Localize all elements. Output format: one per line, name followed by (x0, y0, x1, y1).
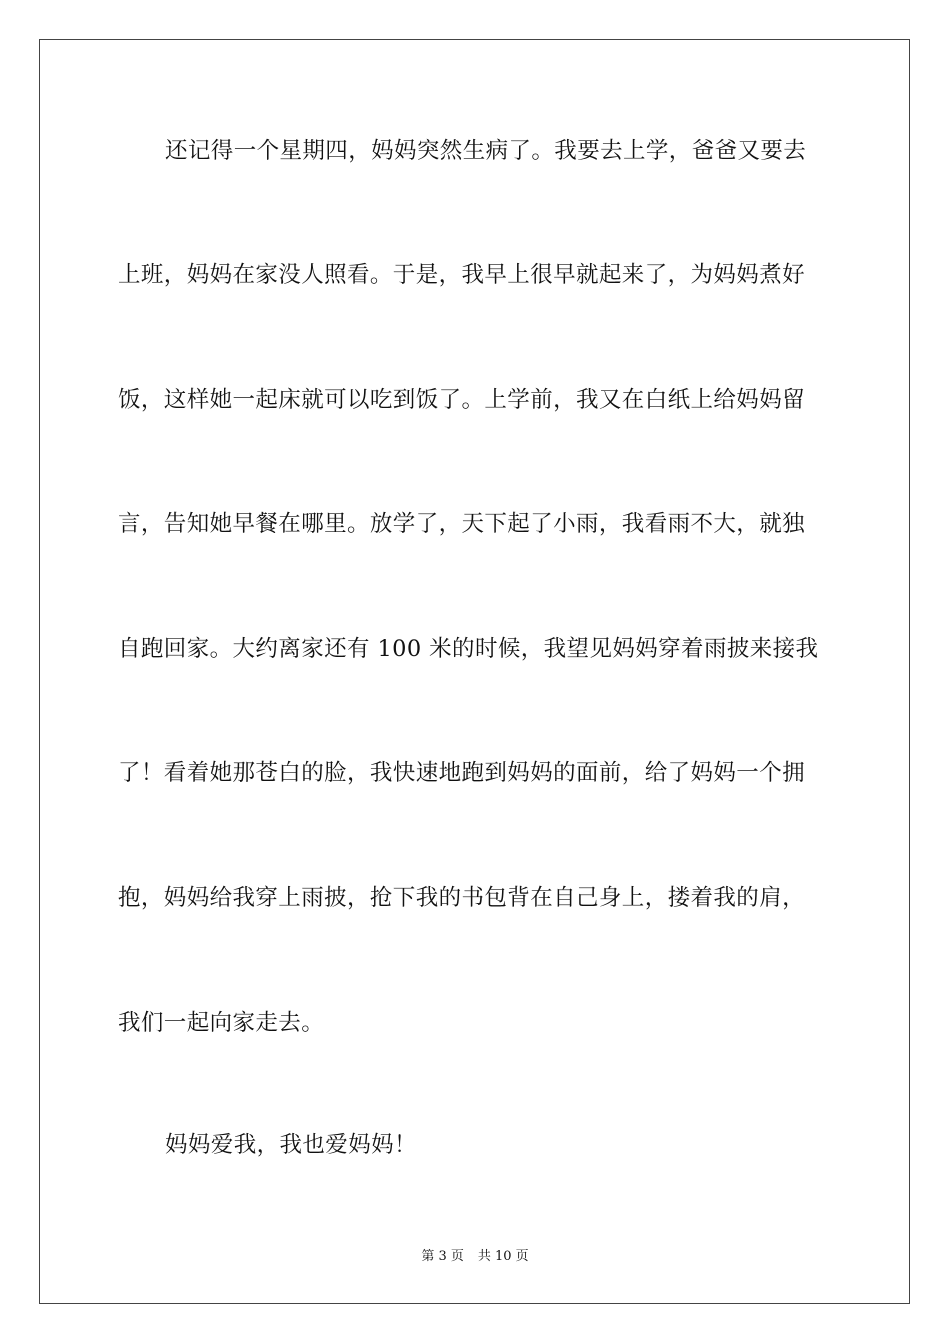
page-footer (0, 1248, 950, 1266)
paragraph-line: 自跑回家。大约离家还有 100 米的时候，我望见妈妈穿着雨披来接我 (118, 636, 819, 662)
page-total: 共 10 页 (477, 1249, 529, 1264)
paragraph-line: 上班，妈妈在家没人照看。于是，我早上很早就起来了，为妈妈煮好 (118, 262, 806, 288)
page-number: 第 3 页 (421, 1249, 464, 1264)
paragraph-line: 我们一起向家走去。 (118, 1010, 325, 1036)
page-frame (39, 39, 910, 1304)
paragraph-line: 了！看着她那苍白的脸，我快速地跑到妈妈的面前，给了妈妈一个拥 (118, 760, 806, 786)
paragraph-line: 饭，这样她一起床就可以吃到饭了。上学前，我又在白纸上给妈妈留 (118, 387, 806, 413)
paragraph-line: 妈妈爱我，我也爱妈妈！ (165, 1132, 417, 1158)
paragraph-line: 言，告知她早餐在哪里。放学了，天下起了小雨，我看雨不大，就独 (118, 511, 806, 537)
paragraph-line: 还记得一个星期四，妈妈突然生病了。我要去上学，爸爸又要去 (165, 138, 807, 164)
paragraph-line: 抱，妈妈给我穿上雨披，抢下我的书包背在自己身上，搂着我的肩， (118, 885, 806, 911)
